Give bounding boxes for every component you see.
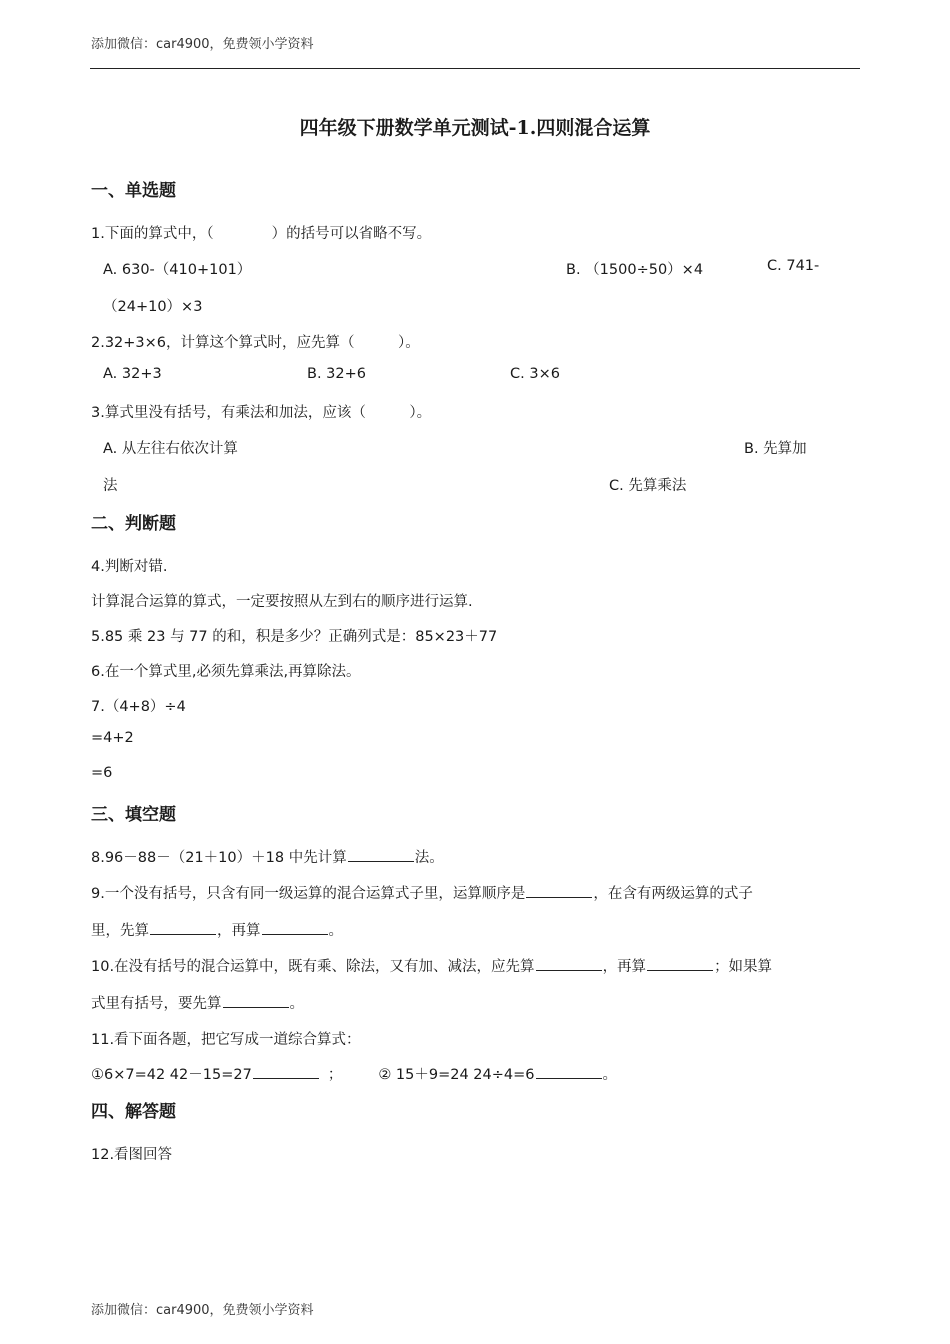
- q12-stem: 12.看图回答: [91, 1147, 173, 1163]
- q10-line-2: [91, 992, 304, 1013]
- q9-blank-3[interactable]: [262, 920, 328, 935]
- header-note: 添加微信：car4900，免费领小学资料: [91, 37, 314, 52]
- q11-part-2: ② 15＋9=24 24÷4=6: [378, 1067, 535, 1083]
- q10-text-4: 式里有括号，要先算: [91, 996, 222, 1012]
- q9-text-3: 里，先算: [91, 923, 149, 939]
- q11-part-1: ①6×7=42 42－15=27: [91, 1067, 252, 1083]
- q8-line: [91, 846, 444, 867]
- q10-text-1: 10.在没有括号的混合运算中，既有乘、除法，又有加、减法，应先算: [91, 959, 535, 975]
- q9-blank-1[interactable]: [526, 883, 592, 898]
- q1-option-c: C. 741-: [767, 258, 820, 274]
- q3-option-c: C. 先算乘法: [609, 478, 687, 494]
- q3-option-b: B. 先算加: [744, 441, 807, 457]
- q2-stem: 2.32+3×6，计算这个算式时，应先算（ ）。: [91, 335, 420, 351]
- q8-text-pre: 8.96－88－（21＋10）＋18 中先计算: [91, 850, 347, 866]
- q4-stem: 4.判断对错.: [91, 559, 168, 575]
- footer-note: 添加微信：car4900，免费领小学资料: [91, 1303, 314, 1318]
- q9-text-5: 。: [328, 923, 343, 939]
- q7-line-2: =4+2: [91, 730, 134, 746]
- q10-blank-2[interactable]: [647, 956, 713, 971]
- section-fill-blank: 三、填空题: [91, 805, 176, 825]
- q10-text-3: ；如果算: [714, 959, 773, 975]
- q5-stem: 5.85 乘 23 与 77 的和，积是多少？正确列式是：85×23＋77: [91, 629, 498, 645]
- q1-stem: 1.下面的算式中，（ ）的括号可以省略不写。: [91, 226, 432, 242]
- q2-option-b: B. 32+6: [307, 366, 366, 382]
- q1-option-b: B. （1500÷50）×4: [566, 262, 704, 278]
- q7-line-3: =6: [91, 765, 113, 781]
- q6-stem: 6.在一个算式里,必须先算乘法,再算除法。: [91, 664, 361, 680]
- header-divider: [90, 68, 860, 69]
- q7-line-1: 7.（4+8）÷4: [91, 699, 186, 715]
- q10-blank-1[interactable]: [536, 956, 602, 971]
- q1-option-c-cont: （24+10）×3: [103, 299, 203, 315]
- q9-text-2: ，在含有两级运算的式子: [593, 886, 753, 902]
- q9-text-4: ，再算: [217, 923, 261, 939]
- q4-body: 计算混合运算的算式，一定要按照从左到右的顺序进行运算.: [91, 594, 473, 610]
- q8-blank[interactable]: [348, 847, 414, 862]
- q9-blank-2[interactable]: [150, 920, 216, 935]
- q10-text-5: 。: [289, 996, 304, 1012]
- section-answer: 四、解答题: [91, 1102, 176, 1122]
- q10-blank-3[interactable]: [223, 993, 289, 1008]
- q1-option-a: A. 630-（410+101）: [103, 262, 252, 278]
- q10-line-1: [91, 955, 772, 976]
- q11-stem: 11.看下面各题，把它写成一道综合算式：: [91, 1032, 361, 1048]
- q3-option-b-cont: 法: [103, 478, 118, 494]
- q10-text-2: ，再算: [602, 959, 647, 975]
- q8-text-post: 法。: [414, 850, 444, 866]
- q9-line-1: [91, 882, 753, 903]
- q11-end: 。: [602, 1067, 618, 1083]
- q3-option-a: A. 从左往右依次计算: [103, 441, 238, 457]
- q11-blank-2[interactable]: [536, 1064, 602, 1079]
- q11-blank-1[interactable]: [253, 1064, 319, 1079]
- q9-text-1: 9.一个没有括号，只含有同一级运算的混合运算式子里，运算顺序是: [91, 886, 526, 902]
- q3-stem: 3.算式里没有括号，有乘法和加法，应该（ ）。: [91, 405, 432, 421]
- q11-separator: ；: [327, 1067, 343, 1083]
- section-true-false: 二、判断题: [91, 514, 176, 534]
- section-single-choice: 一、单选题: [91, 181, 176, 201]
- q2-option-c: C. 3×6: [510, 366, 560, 382]
- page-title: 四年级下册数学单元测试-1.四则混合运算: [299, 117, 651, 139]
- q11-line: [91, 1063, 617, 1084]
- q9-line-2: [91, 919, 343, 940]
- q2-option-a: A. 32+3: [103, 366, 162, 382]
